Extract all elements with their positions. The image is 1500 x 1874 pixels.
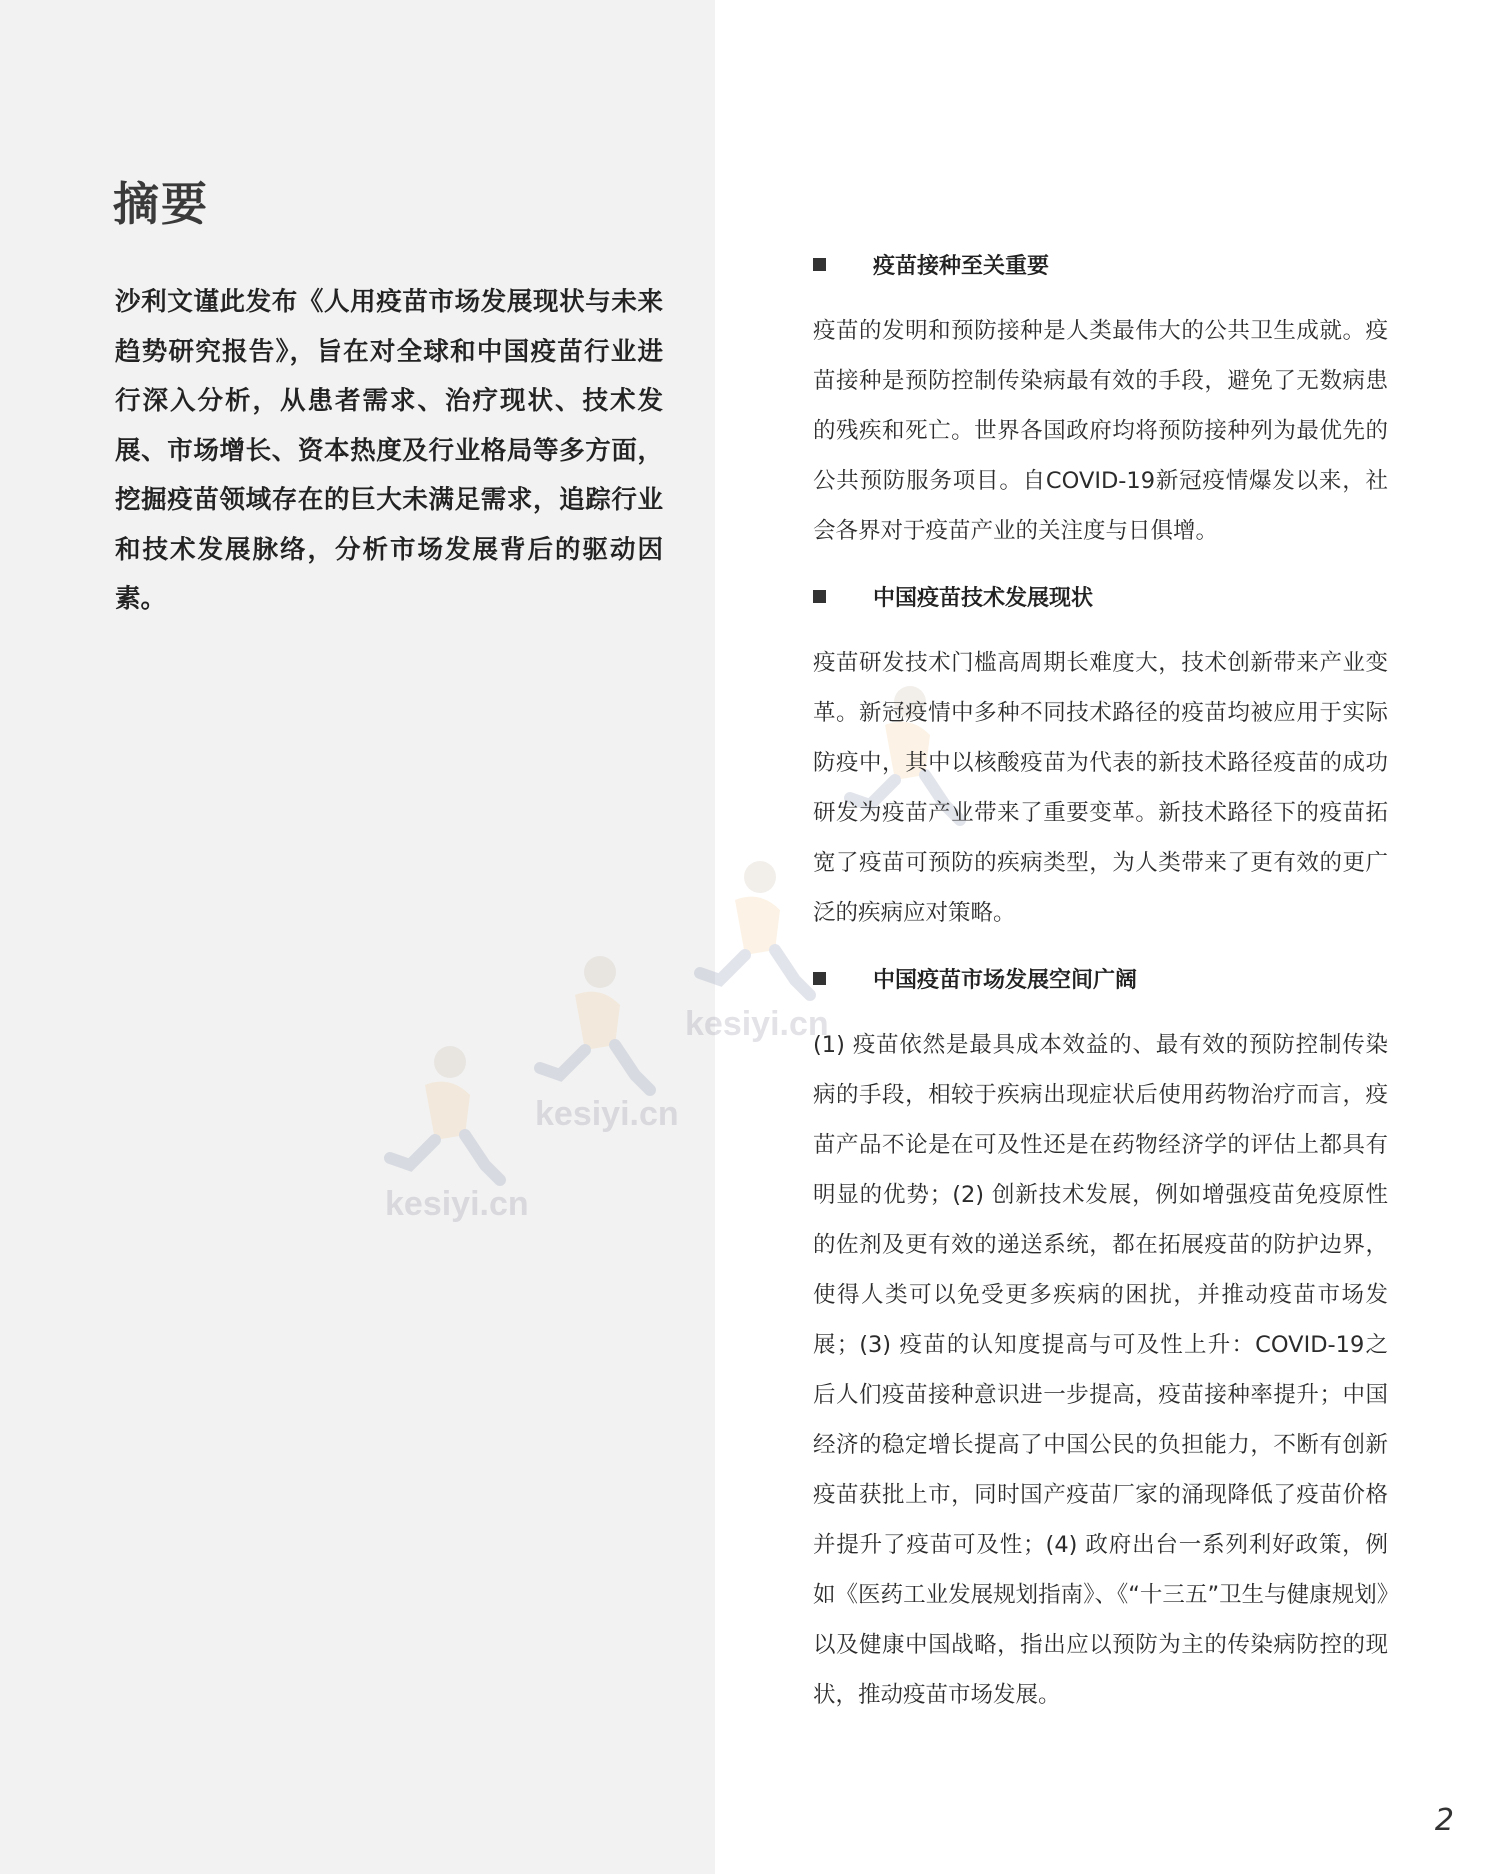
section-body-vaccination: 疫苗的发明和预防接种是人类最伟大的公共卫生成就。疫苗接种是预防控制传染病最有效的手段，避免了无数病患的残疾和死亡。世界各国政府均将预防接种列为最优先的公共预防服务项目。自COVID-19新冠疫情爆发以来，社会各界对于疫苗产业的关注度与日俱增。 [813, 318, 1388, 544]
watermark-text: kesiyi.cn [385, 1185, 529, 1223]
watermark-text: kesiyi.cn [685, 1005, 829, 1043]
intro-paragraph: 沙利文谨此发布《人用疫苗市场发展现状与未来趋势研究报告》，旨在对全球和中国疫苗行业进行深入分析，从患者需求、治疗现状、技术发展、市场增长、资本热度及行业格局等多方面，挖掘疫苗领域存在的巨大未满足需求，追踪行业和技术发展脉络，分析市场发展背后的驱动因素。 [115, 287, 663, 614]
section-heading-vaccination [813, 248, 1388, 280]
section-heading-text: 疫苗接种至关重要 [873, 253, 1050, 279]
section-body-technology: 疫苗研发技术门槛高周期长难度大，技术创新带来产业变革。新冠疫情中多种不同技术路径的疫苗均被应用于实际防疫中，其中以核酸疫苗为代表的新技术路径疫苗的成功研发为疫苗产业带来了重要变革。新技术路径下的疫苗拓宽了疫苗可预防的疾病类型，为人类带来了更有效的更广泛的疾病应对策略。 [813, 650, 1388, 926]
section-heading-text: 中国疫苗市场发展空间广阔 [873, 967, 1138, 993]
section-body-market: (1) 疫苗依然是最具成本效益的、最有效的预防控制传染病的手段，相较于疾病出现症状后使用药物治疗而言，疫苗产品不论是在可及性还是在药物经济学的评估上都具有明显的优势；(2) 创新技术发展，例如增强疫苗免疫原性的佐剂及更有效的递送系统，都在拓展疫苗的防护边界，使得人类可以免受更多疾病的困扰，并推动疫苗市场发展；(3) 疫苗的认知度提高与可及性上升：COVID-19之后人们疫苗接种意识进一步提高，疫苗接种率提升；中国经济的稳定增长提高了中国公民的负担能力，不断有创新疫苗获批上市，同时国产疫苗厂家的涌现降低了疫苗价格并提升了疫苗可及性；(4) 政府出台一系列利好政策，例如《医药工业发展规划指南》、《“十三五”卫生与健康规划》以及健康中国战略，指出应以预防为主的传染病防控的现状，推动疫苗市场发展。 [813, 1032, 1388, 1708]
page-title: 摘要 [113, 177, 209, 231]
square-bullet-icon [813, 590, 826, 603]
square-bullet-icon [813, 972, 826, 985]
section-heading-market [813, 962, 1388, 994]
running-figure-icon [690, 855, 820, 1005]
square-bullet-icon [813, 258, 826, 271]
running-figure-icon [530, 950, 660, 1100]
section-heading-technology [813, 580, 1388, 612]
running-figure-icon [380, 1040, 510, 1190]
section-heading-text: 中国疫苗技术发展现状 [873, 585, 1094, 611]
watermark-text: kesiyi.cn [535, 1095, 679, 1133]
page-number: 2 [1434, 1803, 1454, 1838]
